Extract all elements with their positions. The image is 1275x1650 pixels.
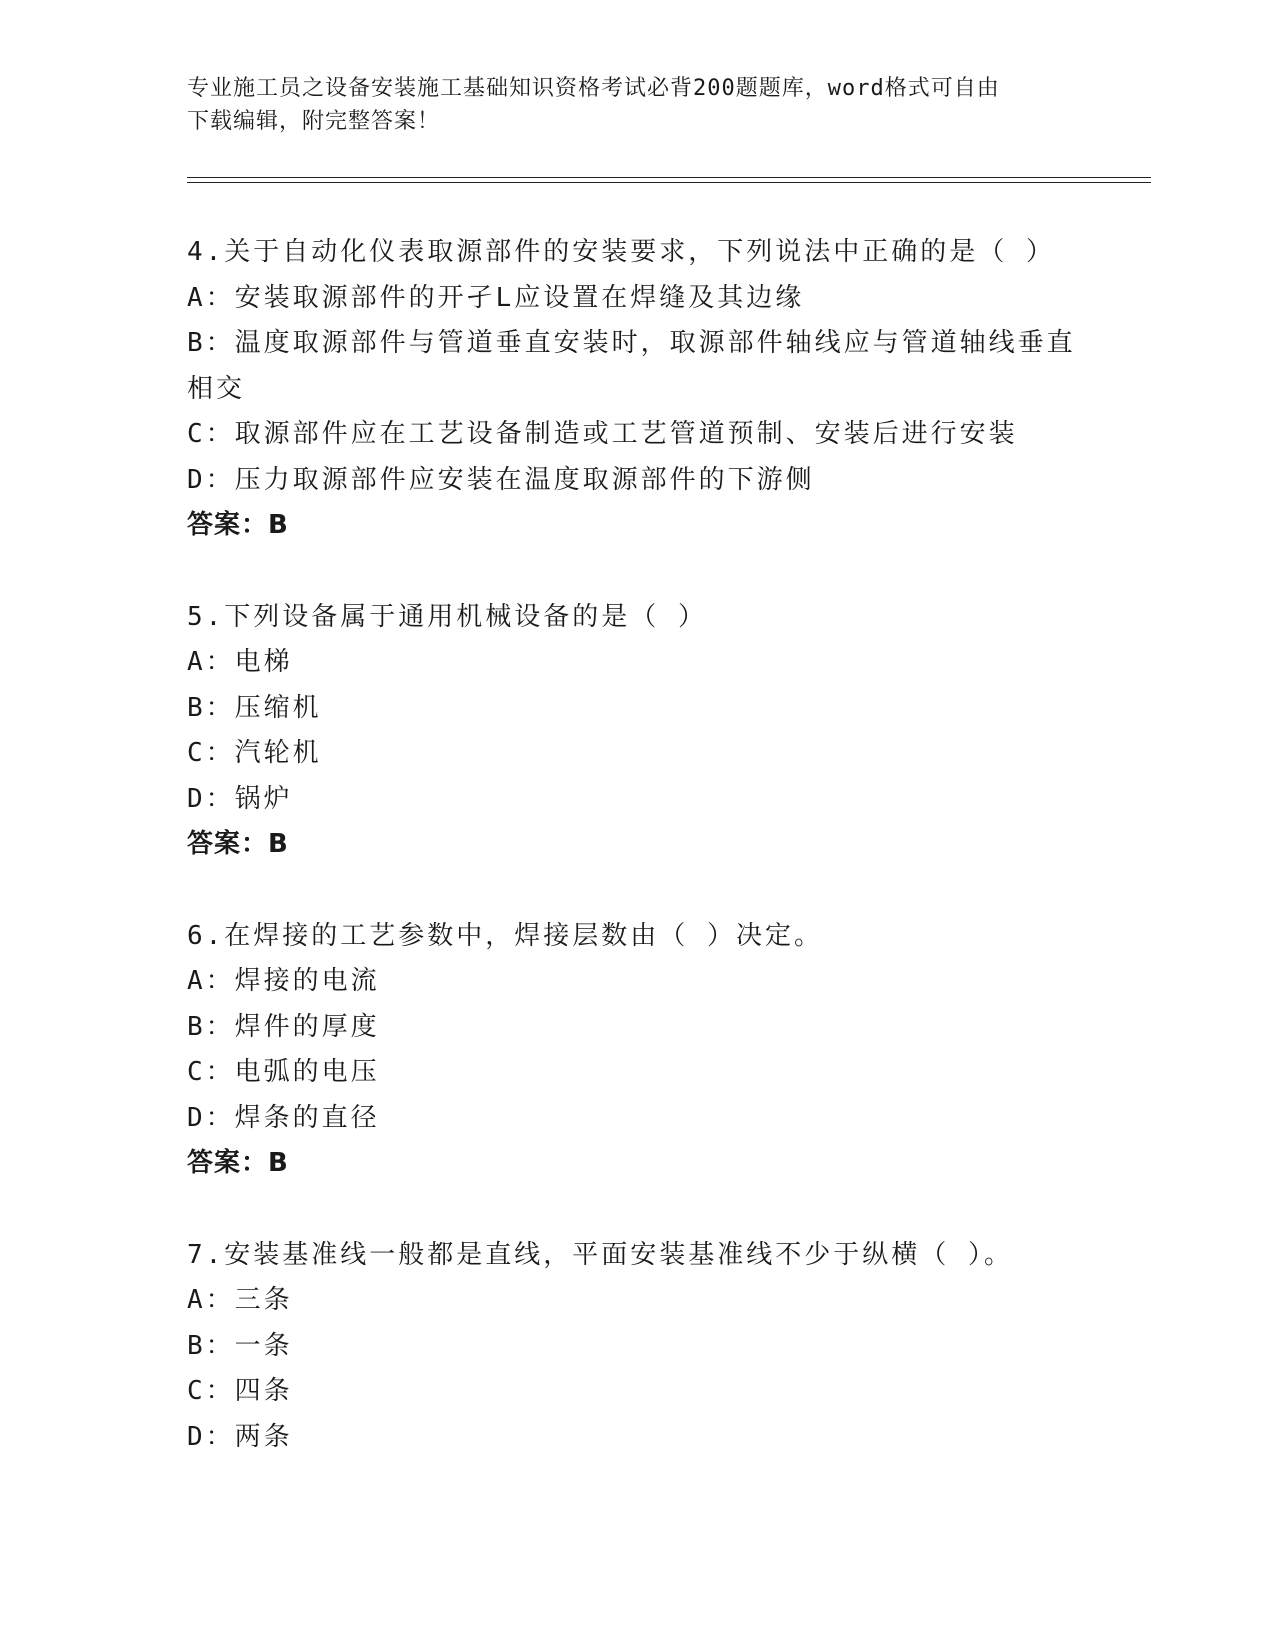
option-d: D：压力取源部件应安装在温度取源部件的下游侧 xyxy=(187,464,815,495)
header-divider-top xyxy=(187,177,1151,178)
option-a: A：焊接的电流 xyxy=(187,966,380,996)
question-stem: 4.关于自动化仪表取源部件的安装要求，下列说法中正确的是（ ） xyxy=(187,237,1055,267)
option-d: D：两条 xyxy=(187,1421,293,1452)
header-divider-bottom xyxy=(187,182,1151,183)
option-c: C：汽轮机 xyxy=(187,738,322,768)
question-stem: 6.在焊接的工艺参数中，焊接层数由（ ）决定。 xyxy=(187,920,823,951)
document-header xyxy=(187,72,1067,138)
question-stem: 5.下列设备属于通用机械设备的是（ ） xyxy=(187,601,707,632)
question-stem: 7.安装基准线一般都是直线，平面安装基准线不少于纵横（ ）。 xyxy=(187,1239,1013,1270)
option-d: D：焊条的直径 xyxy=(187,1102,380,1133)
option-a: A：三条 xyxy=(187,1285,293,1315)
answer-label: 答案：B xyxy=(187,510,289,540)
option-b: B：压缩机 xyxy=(187,692,322,723)
question-4 xyxy=(187,230,1087,549)
question-6 xyxy=(187,914,1087,1187)
header-title-line-1: 专业施工员之设备安装施工基础知识资格考试必背200题题库，word格式可自由 xyxy=(187,76,1000,101)
answer-label: 答案：B xyxy=(187,829,289,859)
option-c: C：电弧的电压 xyxy=(187,1057,380,1087)
option-c: C：取源部件应在工艺设备制造或工艺管道预制、安装后进行安装 xyxy=(187,419,1018,449)
header-title-line-2: 下载编辑，附完整答案！ xyxy=(187,109,441,134)
answer-label: 答案：B xyxy=(187,1148,289,1178)
option-d: D：锅炉 xyxy=(187,783,293,814)
option-c: C：四条 xyxy=(187,1376,293,1406)
option-b: B：一条 xyxy=(187,1330,293,1361)
question-5 xyxy=(187,595,1087,868)
question-7 xyxy=(187,1233,1087,1461)
option-a: A：安装取源部件的开孑L应设置在焊缝及其边缘 xyxy=(187,282,805,313)
option-b: B：温度取源部件与管道垂直安装时，取源部件轴线应与管道轴线垂直相交 xyxy=(187,328,1076,404)
option-a: A：电梯 xyxy=(187,647,293,677)
question-list xyxy=(187,230,1087,1506)
option-b: B：焊件的厚度 xyxy=(187,1011,380,1042)
